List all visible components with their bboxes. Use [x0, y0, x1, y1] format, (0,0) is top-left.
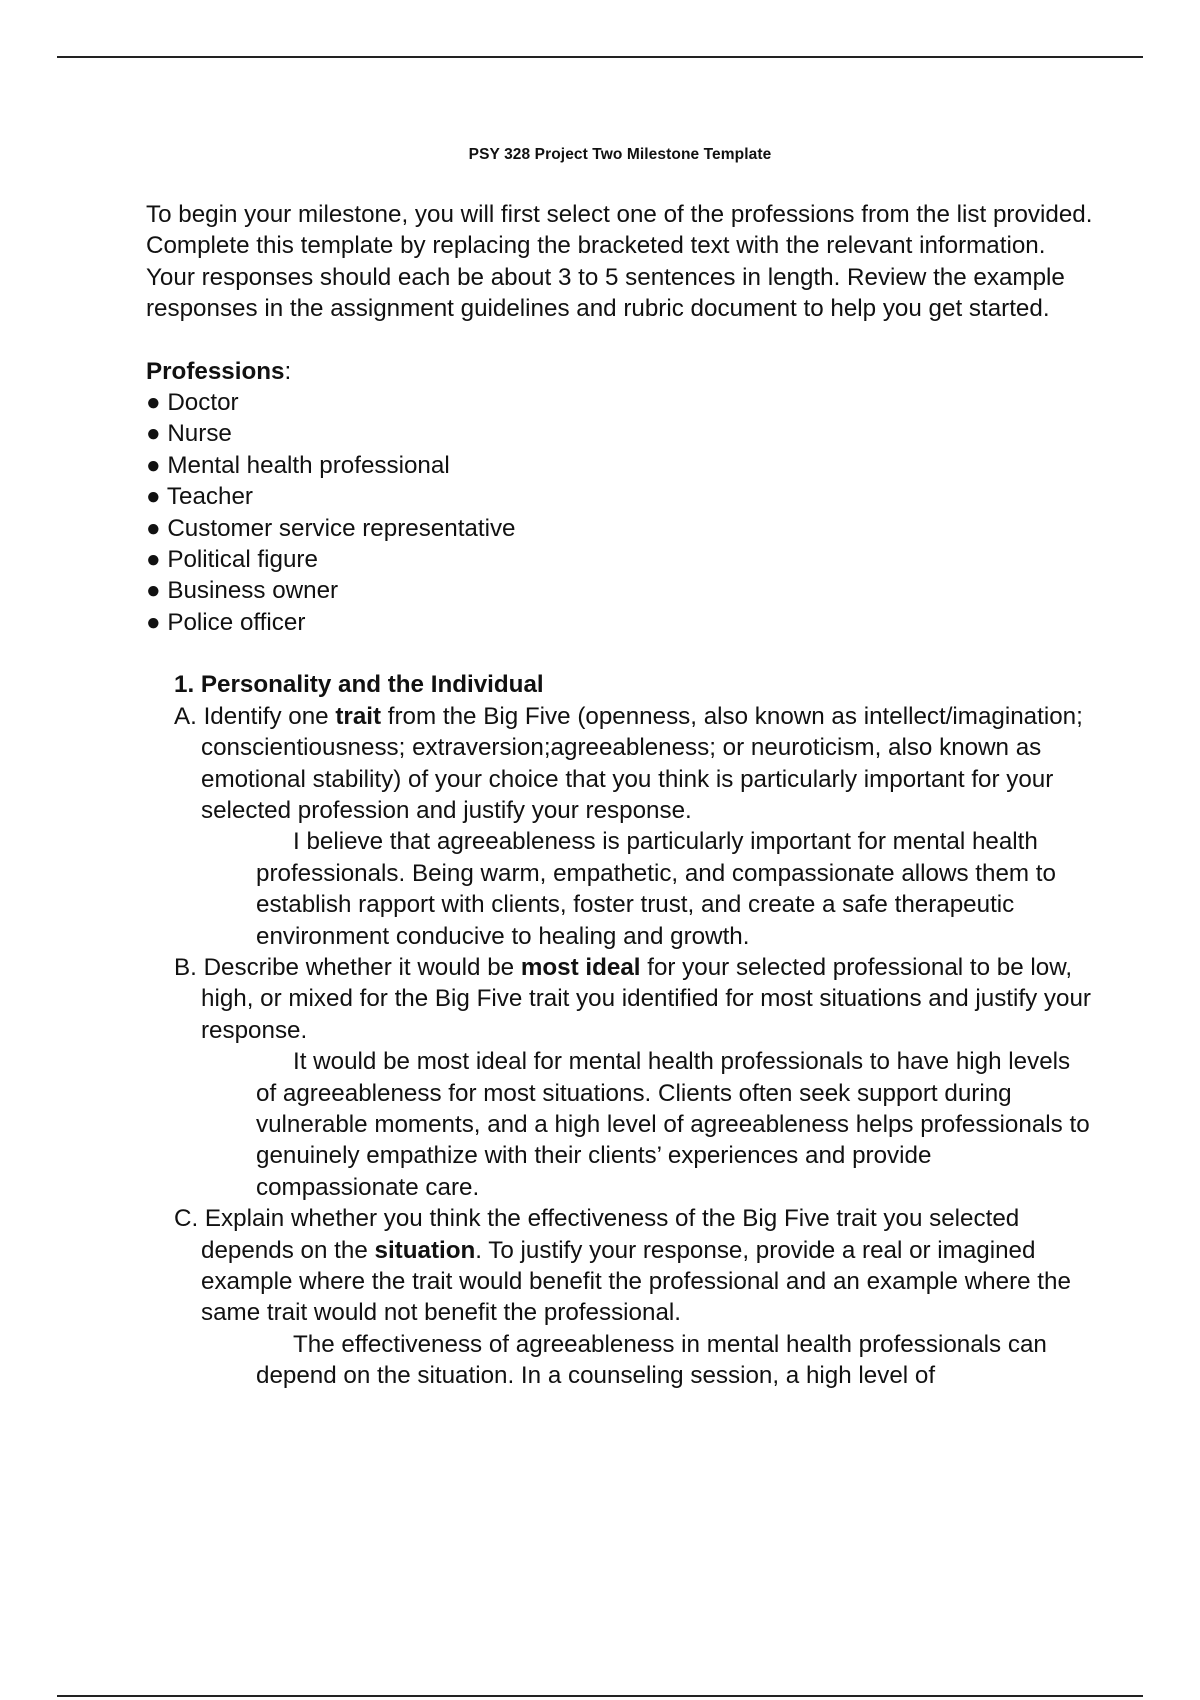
professions-list — [146, 387, 1096, 638]
profession-label: Police officer — [167, 608, 306, 636]
profession-item — [146, 450, 1096, 481]
profession-label: Teacher — [166, 483, 253, 511]
bullet-icon: ● — [146, 514, 161, 542]
bullet-icon: ● — [146, 546, 161, 574]
profession-item — [146, 513, 1096, 544]
question-b-text: B. Describe whether it would be — [174, 953, 521, 981]
professions-heading — [146, 356, 1096, 387]
section-personality — [174, 669, 1096, 1391]
answer-c: The effectiveness of agreeableness in mental health professionals can depend on the situation. In a counseling session, a high level of — [256, 1330, 1047, 1390]
question-c-text: C. Explain whether you think the effectiveness of the Big Five trait you selected depends on the — [174, 1205, 1020, 1264]
section-heading: 1. Personality and the Individual — [174, 671, 544, 699]
question-a-keyword: trait — [335, 702, 382, 730]
answer-b: It would be most ideal for mental health professionals to have high levels of agreeableness for most situations. Clients often seek support during vulnerable moments, and a high level of agreeableness helps professionals to genuinely empathize with their clients’ experiences and provide compassionate care. — [256, 1048, 1090, 1201]
bullet-icon: ● — [146, 608, 161, 636]
question-b — [174, 952, 1096, 1046]
profession-label: Customer service representative — [167, 514, 516, 542]
profession-label: Nurse — [167, 420, 232, 448]
intro-paragraph: To begin your milestone, you will first select one of the professions from the list provided. Complete this template by replacing the bracketed text with the relevant information. Your responses should each be about 3 to 5 sentences in length. Review the example responses in the assignment guidelines and rubric document to help you get started. — [146, 201, 1093, 323]
bottom-rule — [57, 1695, 1143, 1697]
question-a-text-rest: from the Big Five (openness, also known as intellect/imagination; conscientiousness; extraversion;agreeableness; or neuroticism, also known as emotional stability) of your choice that you think is particularly important for your selected profession and justify your response. — [201, 702, 1083, 824]
bullet-icon: ● — [146, 420, 161, 448]
profession-label: Political figure — [167, 546, 318, 574]
bullet-icon: ● — [146, 577, 161, 605]
question-c — [174, 1203, 1096, 1329]
question-c-keyword: situation — [374, 1236, 476, 1264]
question-b-text-rest: for your selected professional to be low, high, or mixed for the Big Five trait you identified for most situations and justify your response. — [201, 953, 1091, 1044]
professions-heading-colon: : — [284, 357, 292, 385]
question-a-text: A. Identify one — [174, 702, 336, 730]
profession-label: Doctor — [167, 389, 239, 417]
professions-heading-label: Professions — [146, 357, 285, 385]
question-b-keyword: most ideal — [520, 953, 641, 981]
profession-item — [146, 418, 1096, 449]
question-c-text-rest: . To justify your response, provide a real or imagined example where the trait would benefit the professional and an example where the same trait would not benefit the professional. — [201, 1236, 1071, 1327]
profession-item — [146, 544, 1096, 575]
question-a — [174, 701, 1096, 827]
top-rule — [57, 56, 1143, 58]
profession-item — [146, 481, 1096, 512]
profession-label: Business owner — [167, 577, 339, 605]
profession-item — [146, 387, 1096, 418]
document-body — [146, 199, 1096, 1392]
document-title: PSY 328 Project Two Milestone Template — [468, 146, 772, 163]
answer-a: I believe that agreeableness is particularly important for mental health professionals. Being warm, empathetic, and compassionate allows them to establish rapport with clients, foster trust, and create a safe therapeutic environment conducive to healing and growth. — [256, 828, 1056, 950]
profession-label: Mental health professional — [167, 451, 450, 479]
bullet-icon: ● — [146, 451, 161, 479]
profession-item — [146, 575, 1096, 606]
profession-item — [146, 607, 1096, 638]
bullet-icon: ● — [146, 483, 161, 511]
bullet-icon: ● — [146, 389, 161, 417]
